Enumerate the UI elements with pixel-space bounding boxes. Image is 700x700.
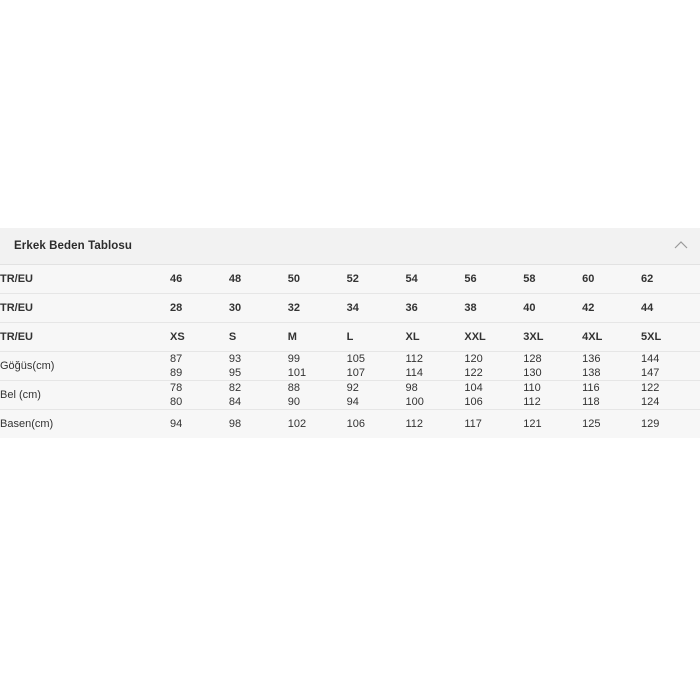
value-max: 114	[405, 367, 424, 379]
table-cell: 5XL	[641, 331, 662, 343]
value-max: 112	[523, 396, 541, 408]
table-cell: 3XL	[523, 331, 544, 343]
table-cell: 52	[346, 273, 359, 285]
value-min: 136	[582, 353, 601, 365]
table-cell	[464, 381, 523, 410]
table-cell: 56	[464, 273, 477, 285]
table-cell	[170, 381, 229, 410]
table-row	[0, 381, 700, 410]
table-cell: 50	[287, 273, 300, 285]
table-cell: 102	[287, 418, 307, 430]
table-cell	[406, 381, 465, 410]
table-cell: L	[346, 331, 354, 343]
table-row	[0, 294, 700, 323]
table-cell	[288, 381, 347, 410]
table-cell: S	[228, 331, 237, 343]
size-chart-table	[0, 265, 700, 438]
table-cell: M	[287, 331, 297, 343]
size-chart-panel	[0, 228, 700, 438]
row-label: TR/EU	[0, 273, 33, 285]
table-cell: 125	[582, 418, 601, 430]
value-min: 82	[228, 382, 242, 394]
value-min: 105	[346, 353, 365, 365]
value-min: 104	[464, 382, 483, 394]
table-cell: 62	[641, 273, 654, 285]
table-cell: 48	[228, 273, 242, 285]
value-max: 84	[228, 396, 242, 408]
table-cell	[641, 381, 700, 410]
table-cell: 121	[523, 418, 542, 430]
table-cell: 98	[228, 418, 242, 430]
row-label: Basen(cm)	[0, 418, 54, 430]
table-cell: 112	[405, 418, 424, 430]
table-row	[0, 352, 700, 381]
value-min: 93	[228, 353, 242, 365]
size-chart-header[interactable]	[0, 228, 700, 265]
table-cell	[464, 352, 523, 381]
table-row	[0, 410, 700, 439]
row-label: Göğüs(cm)	[0, 360, 55, 372]
value-max: 95	[228, 367, 242, 379]
table-cell: 36	[405, 302, 418, 314]
value-min: 112	[405, 353, 424, 365]
table-cell	[406, 352, 465, 381]
value-max: 80	[170, 396, 183, 408]
value-max: 147	[641, 367, 660, 379]
value-max: 90	[287, 396, 300, 408]
table-cell: 32	[287, 302, 300, 314]
value-min: 88	[287, 382, 300, 394]
table-cell: 106	[346, 418, 365, 430]
value-max: 101	[287, 367, 307, 379]
table-cell: 4XL	[582, 331, 603, 343]
row-label: TR/EU	[0, 302, 33, 314]
table-cell	[229, 352, 288, 381]
table-cell	[288, 352, 347, 381]
row-label: TR/EU	[0, 331, 33, 343]
table-cell: 46	[170, 273, 183, 285]
table-cell: 117	[464, 418, 482, 430]
table-cell: 54	[405, 273, 418, 285]
value-min: 98	[405, 382, 418, 394]
table-cell: 38	[464, 302, 477, 314]
value-max: 118	[582, 396, 600, 408]
table-cell: 42	[582, 302, 595, 314]
table-cell: 44	[641, 302, 654, 314]
table-cell: 28	[170, 302, 183, 314]
table-cell: XXL	[464, 331, 486, 343]
value-max: 122	[464, 367, 483, 379]
value-min: 128	[523, 353, 542, 365]
table-cell: 94	[170, 418, 183, 430]
table-cell	[582, 381, 641, 410]
table-cell	[641, 352, 700, 381]
panel-title: Erkek Beden Tablosu	[14, 240, 133, 252]
table-cell	[347, 352, 406, 381]
value-max: 124	[641, 396, 660, 408]
table-cell: 34	[346, 302, 359, 314]
value-min: 87	[170, 353, 183, 365]
value-min: 120	[464, 353, 483, 365]
table-cell	[347, 381, 406, 410]
table-cell: 40	[523, 302, 536, 314]
table-cell	[170, 352, 229, 381]
value-min: 99	[287, 353, 300, 365]
value-max: 94	[346, 396, 359, 408]
value-min: 92	[346, 382, 359, 394]
value-max: 89	[170, 367, 183, 379]
table-cell	[229, 381, 288, 410]
value-max: 107	[346, 367, 365, 379]
table-cell: 30	[228, 302, 242, 314]
value-min: 110	[523, 382, 541, 394]
table-row	[0, 265, 700, 294]
table-cell: 129	[641, 418, 660, 430]
table-cell	[523, 381, 582, 410]
table-cell: 58	[523, 273, 536, 285]
value-min: 116	[582, 382, 600, 394]
table-row	[0, 323, 700, 352]
value-max: 106	[464, 396, 483, 408]
row-label: Bel (cm)	[0, 389, 41, 401]
chevron-up-icon[interactable]	[674, 240, 688, 250]
value-max: 138	[582, 367, 601, 379]
value-min: 122	[641, 382, 660, 394]
table-cell	[582, 352, 641, 381]
table-cell	[523, 352, 582, 381]
value-max: 100	[405, 396, 424, 408]
value-min: 78	[170, 382, 183, 394]
table-cell: XL	[405, 331, 420, 343]
table-cell: 60	[582, 273, 595, 285]
table-cell: XS	[170, 331, 185, 343]
value-max: 130	[523, 367, 542, 379]
value-min: 144	[641, 353, 660, 365]
